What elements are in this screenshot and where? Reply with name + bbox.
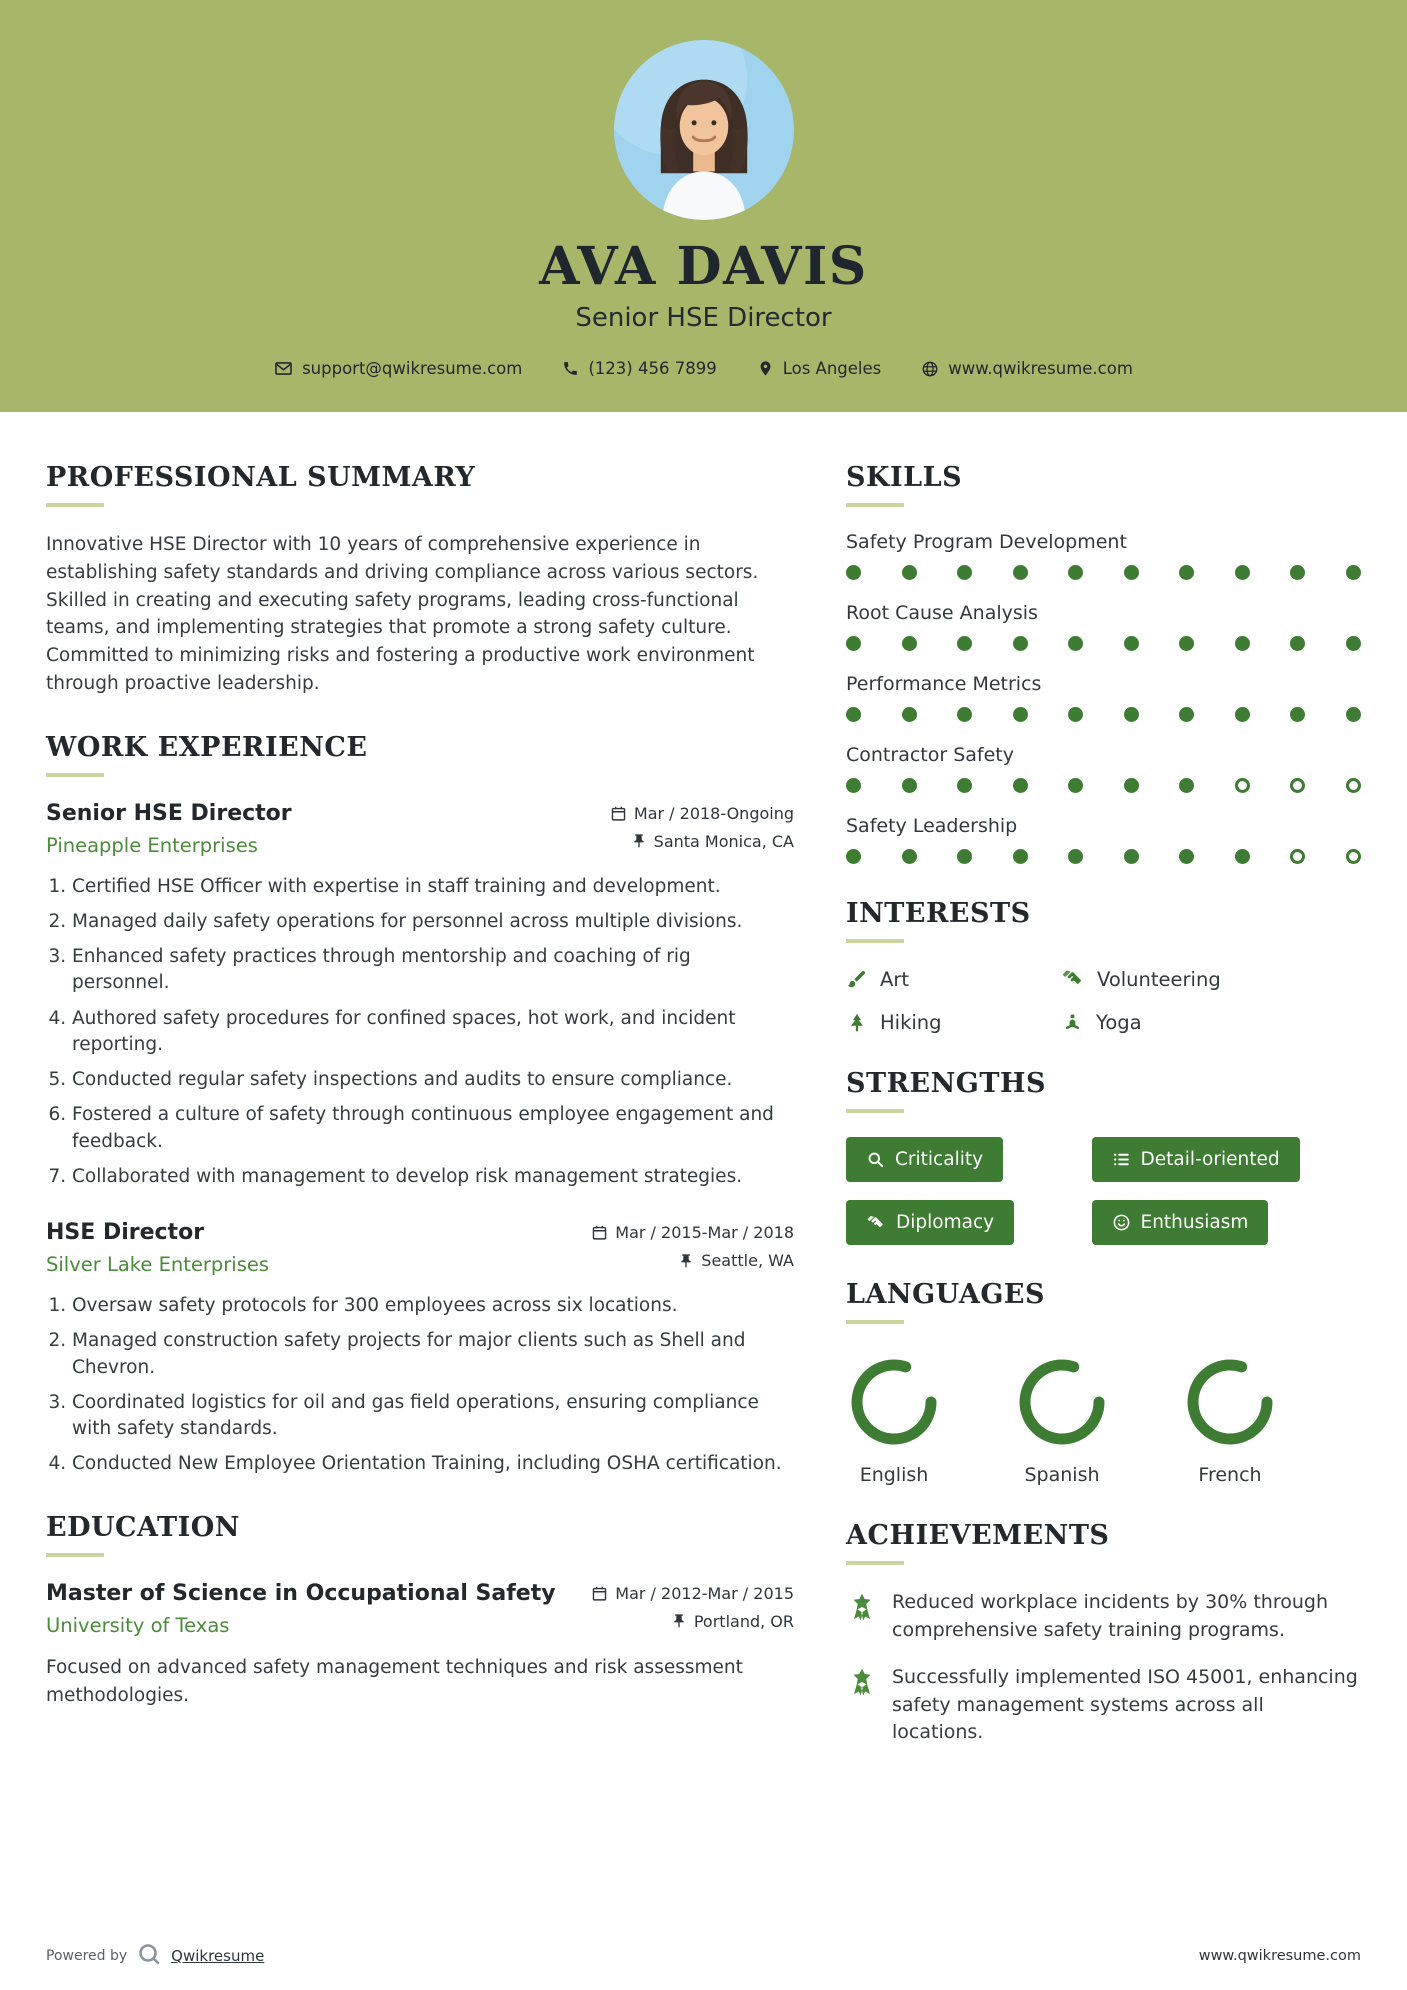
search-icon bbox=[866, 1150, 885, 1169]
education-location bbox=[591, 1612, 794, 1631]
job-date-text: Mar / 2015-Mar / 2018 bbox=[615, 1223, 794, 1243]
job-header bbox=[46, 801, 794, 860]
job-title: Senior HSE Director bbox=[46, 800, 292, 826]
paintbrush-icon bbox=[846, 968, 868, 990]
heading-rule bbox=[46, 773, 104, 777]
heading-rule bbox=[846, 939, 904, 943]
job-date bbox=[591, 1223, 794, 1242]
smiley-icon bbox=[1112, 1213, 1131, 1232]
skill-dot bbox=[957, 849, 972, 864]
skill-dot bbox=[1068, 636, 1083, 651]
skill-dot bbox=[1179, 636, 1194, 651]
skill-dot bbox=[957, 778, 972, 793]
skill-dot bbox=[1124, 565, 1139, 580]
content bbox=[0, 412, 1407, 1781]
skill-dot bbox=[957, 707, 972, 722]
person-job-title: Senior HSE Director bbox=[575, 303, 832, 333]
location-icon bbox=[757, 360, 774, 377]
skill-dot bbox=[1068, 707, 1083, 722]
skill-dot bbox=[1013, 636, 1028, 651]
skill-dot bbox=[1235, 778, 1250, 793]
skills-heading: SKILLS bbox=[846, 462, 963, 493]
interests-section bbox=[846, 898, 1361, 1034]
skill-dot bbox=[1124, 707, 1139, 722]
job-bullet: 4. Authored safety procedures for confined spaces, hot work, and incident reporting. bbox=[72, 1006, 794, 1059]
skill-dot bbox=[1013, 565, 1028, 580]
skill-dot bbox=[957, 636, 972, 651]
skill-rating bbox=[846, 707, 1361, 722]
job-title-block bbox=[46, 1220, 269, 1276]
education-description: Focused on advanced safety management techniques and risk assessment methodologies. bbox=[46, 1656, 743, 1706]
qwikresume-link[interactable]: Qwikresume bbox=[171, 1947, 265, 1965]
skill-item bbox=[846, 673, 1361, 722]
calendar-icon bbox=[610, 805, 627, 822]
calendar-icon bbox=[591, 1224, 608, 1241]
skill-name: Performance Metrics bbox=[846, 673, 1042, 695]
skill-item bbox=[846, 602, 1361, 651]
interest-label: Hiking bbox=[880, 1011, 942, 1034]
skill-dot bbox=[1013, 778, 1028, 793]
job-title-block bbox=[46, 801, 292, 857]
footer-website: www.qwikresume.com bbox=[1198, 1948, 1361, 1964]
language-label: English bbox=[859, 1464, 929, 1486]
skill-item bbox=[846, 744, 1361, 793]
skill-dot bbox=[1290, 636, 1305, 651]
pushpin-icon bbox=[678, 1253, 694, 1269]
tree-icon bbox=[846, 1012, 868, 1034]
skill-dot bbox=[1346, 565, 1361, 580]
summary-section bbox=[46, 462, 794, 698]
job-location-text: Seattle, WA bbox=[701, 1251, 794, 1271]
strength-badge-diplomacy bbox=[846, 1200, 1014, 1245]
list-icon bbox=[1112, 1150, 1131, 1169]
education-header bbox=[46, 1581, 794, 1640]
job-title: HSE Director bbox=[46, 1220, 205, 1246]
skills-section bbox=[846, 462, 1361, 864]
job-bullet: 2. Managed daily safety operations for personnel across multiple divisions. bbox=[72, 909, 794, 935]
phone-icon bbox=[562, 360, 579, 377]
languages-row bbox=[846, 1348, 1361, 1486]
calendar-icon bbox=[591, 1585, 608, 1602]
job-bullet: 1. Oversaw safety protocols for 300 employees across six locations. bbox=[72, 1293, 794, 1319]
language-item bbox=[846, 1354, 942, 1486]
strength-badge-detail-oriented bbox=[1092, 1137, 1300, 1182]
strength-label: Diplomacy bbox=[896, 1212, 995, 1233]
achievement-item bbox=[846, 1589, 1361, 1644]
interest-label: Yoga bbox=[1096, 1011, 1142, 1034]
heading-rule bbox=[846, 503, 904, 507]
education-title-block bbox=[46, 1581, 556, 1637]
education-school: University of Texas bbox=[46, 1613, 230, 1637]
achievement-text: Reduced workplace incidents by 30% through comprehensive safety training programs. bbox=[892, 1591, 1329, 1641]
job-bullet: 2. Managed construction safety projects for major clients such as Shell and Chevron. bbox=[72, 1328, 794, 1381]
heading-rule bbox=[846, 1109, 904, 1113]
skill-dot bbox=[902, 849, 917, 864]
header bbox=[0, 0, 1407, 412]
contact-phone[interactable] bbox=[562, 359, 716, 378]
strength-label: Enthusiasm bbox=[1140, 1212, 1249, 1233]
yoga-icon bbox=[1061, 1011, 1084, 1034]
job-bullet: 5. Conducted regular safety inspections and audits to ensure compliance. bbox=[72, 1067, 794, 1093]
pushpin-icon bbox=[671, 1613, 687, 1629]
strengths-grid bbox=[846, 1137, 1361, 1245]
contact-location bbox=[757, 359, 882, 378]
job-location-text: Santa Monica, CA bbox=[653, 831, 794, 851]
skill-dot bbox=[902, 707, 917, 722]
contact-website-text: www.qwikresume.com bbox=[948, 359, 1133, 378]
skill-dot bbox=[1235, 849, 1250, 864]
job-date bbox=[610, 804, 794, 823]
job-location bbox=[610, 832, 794, 851]
skill-dot bbox=[1290, 849, 1305, 864]
achievement-item bbox=[846, 1664, 1361, 1747]
skill-name: Safety Program Development bbox=[846, 531, 1127, 553]
achievement-text: Successfully implemented ISO 45001, enhancing safety management systems across all locations. bbox=[892, 1666, 1358, 1744]
interest-item bbox=[846, 1011, 1061, 1034]
strength-label: Detail-oriented bbox=[1140, 1149, 1280, 1170]
skill-name: Safety Leadership bbox=[846, 815, 1018, 837]
language-label: French bbox=[1198, 1464, 1262, 1486]
job-bullet-list bbox=[46, 1293, 794, 1478]
contact-phone-text: (123) 456 7899 bbox=[588, 359, 717, 378]
award-icon bbox=[846, 1591, 878, 1644]
powered-by-text: Powered by bbox=[46, 1948, 128, 1964]
skill-dot bbox=[846, 636, 861, 651]
job-date-text: Mar / 2018-Ongoing bbox=[633, 803, 794, 823]
skill-dot bbox=[1235, 565, 1250, 580]
profile-photo-illustration bbox=[614, 40, 794, 220]
qwikresume-logo bbox=[137, 1942, 161, 1970]
work-heading: WORK EXPERIENCE bbox=[46, 731, 368, 763]
skill-dot bbox=[1179, 565, 1194, 580]
contact-email[interactable] bbox=[274, 359, 522, 378]
heading-rule bbox=[46, 503, 104, 507]
contact-row bbox=[20, 359, 1387, 378]
job-bullet: 4. Conducted New Employee Orientation Training, including OSHA certification. bbox=[72, 1451, 794, 1477]
skill-dot bbox=[1290, 565, 1305, 580]
interests-heading: INTERESTS bbox=[846, 898, 1031, 929]
heading-rule bbox=[846, 1320, 904, 1324]
handshake-icon bbox=[866, 1213, 886, 1233]
achievements-heading: ACHIEVEMENTS bbox=[846, 1520, 1110, 1551]
globe-icon bbox=[921, 360, 939, 378]
education-date-text: Mar / 2012-Mar / 2015 bbox=[615, 1583, 794, 1603]
job-company: Silver Lake Enterprises bbox=[46, 1253, 270, 1277]
work-section bbox=[46, 732, 794, 1478]
skill-dot bbox=[1179, 778, 1194, 793]
language-gauge bbox=[1182, 1354, 1278, 1450]
interest-item bbox=[846, 967, 1061, 991]
skill-rating bbox=[846, 778, 1361, 793]
job-bullet: 3. Enhanced safety practices through mentorship and coaching of rig personnel. bbox=[72, 944, 794, 997]
summary-heading: PROFESSIONAL SUMMARY bbox=[46, 462, 476, 493]
skill-rating bbox=[846, 636, 1361, 651]
interest-label: Art bbox=[880, 967, 910, 991]
handshake-icon bbox=[1061, 967, 1085, 991]
skill-dot bbox=[846, 778, 861, 793]
interests-grid bbox=[846, 967, 1361, 1034]
skill-dot bbox=[1124, 849, 1139, 864]
interest-item bbox=[1061, 967, 1221, 991]
education-section bbox=[46, 1512, 794, 1710]
skill-dot bbox=[902, 778, 917, 793]
skill-dot bbox=[1346, 849, 1361, 864]
education-heading: EDUCATION bbox=[46, 1511, 240, 1543]
skill-dot bbox=[846, 849, 861, 864]
language-label: Spanish bbox=[1024, 1464, 1100, 1486]
languages-section bbox=[846, 1279, 1361, 1486]
job-meta bbox=[610, 801, 794, 860]
contact-location-text: Los Angeles bbox=[782, 359, 882, 378]
job-meta bbox=[591, 1220, 794, 1279]
left-column bbox=[46, 462, 794, 1781]
achievements-section bbox=[846, 1520, 1361, 1747]
skill-dot bbox=[1068, 565, 1083, 580]
skill-dot bbox=[902, 636, 917, 651]
skill-dot bbox=[1290, 707, 1305, 722]
interest-label: Volunteering bbox=[1097, 967, 1221, 991]
contact-email-text: support@qwikresume.com bbox=[302, 359, 523, 378]
language-item bbox=[1182, 1354, 1278, 1486]
strengths-heading: STRENGTHS bbox=[846, 1068, 1046, 1099]
job-bullet: 7. Collaborated with management to develop risk management strategies. bbox=[72, 1164, 794, 1190]
heading-rule bbox=[46, 1553, 104, 1557]
skill-dot bbox=[1124, 778, 1139, 793]
skill-dot bbox=[1068, 849, 1083, 864]
skill-dot bbox=[1068, 778, 1083, 793]
pushpin-icon bbox=[631, 833, 647, 849]
skill-dot bbox=[1179, 707, 1194, 722]
interest-item bbox=[1061, 1011, 1221, 1034]
languages-heading: LANGUAGES bbox=[846, 1279, 1045, 1310]
education-date bbox=[591, 1584, 794, 1603]
language-gauge bbox=[846, 1354, 942, 1450]
education-location-text: Portland, OR bbox=[693, 1611, 794, 1631]
skill-item bbox=[846, 815, 1361, 864]
skill-dot bbox=[1179, 849, 1194, 864]
job-bullet: 1. Certified HSE Officer with expertise in staff training and development. bbox=[72, 874, 794, 900]
skill-item bbox=[846, 531, 1361, 580]
summary-text: Innovative HSE Director with 10 years of comprehensive experience in establishing safety standards and driving compliance across various sectors. Skilled in creating and executing safety programs, leading cross-functional teams, and implementing strategies that promote a strong safety culture. Committed to minimizing risks and fostering a productive work environment through proactive leadership. bbox=[46, 534, 759, 694]
skill-dot bbox=[902, 565, 917, 580]
job-header bbox=[46, 1220, 794, 1279]
skill-dot bbox=[1290, 778, 1305, 793]
job-entry bbox=[46, 801, 794, 1191]
skill-rating bbox=[846, 565, 1361, 580]
contact-website[interactable] bbox=[921, 359, 1133, 378]
job-bullet-list bbox=[46, 874, 794, 1191]
strength-label: Criticality bbox=[895, 1149, 984, 1170]
skill-dot bbox=[1013, 707, 1028, 722]
person-name: AVA DAVIS bbox=[539, 236, 868, 297]
skill-dot bbox=[1346, 707, 1361, 722]
skill-name: Root Cause Analysis bbox=[846, 602, 1038, 624]
education-degree: Master of Science in Occupational Safety bbox=[46, 1580, 556, 1606]
education-meta bbox=[591, 1581, 794, 1640]
job-bullet: 6. Fostered a culture of safety through continuous employee engagement and feedback. bbox=[72, 1102, 794, 1155]
strength-badge-enthusiasm bbox=[1092, 1200, 1269, 1245]
language-item bbox=[1014, 1354, 1110, 1486]
skill-dot bbox=[1013, 849, 1028, 864]
skill-dot bbox=[846, 707, 861, 722]
job-bullet: 3. Coordinated logistics for oil and gas field operations, ensuring compliance with safety standards. bbox=[72, 1390, 794, 1443]
right-column bbox=[846, 462, 1361, 1781]
skill-dot bbox=[1346, 636, 1361, 651]
skill-dot bbox=[1235, 636, 1250, 651]
skill-dot bbox=[846, 565, 861, 580]
job-entry bbox=[46, 1220, 794, 1478]
footer bbox=[46, 1942, 1361, 1970]
skill-dot bbox=[957, 565, 972, 580]
skill-dot bbox=[1124, 636, 1139, 651]
education-entry bbox=[46, 1581, 794, 1710]
strengths-section bbox=[846, 1068, 1361, 1245]
skill-rating bbox=[846, 849, 1361, 864]
email-icon bbox=[274, 359, 293, 378]
skill-name: Contractor Safety bbox=[846, 744, 1014, 766]
skill-dot bbox=[1235, 707, 1250, 722]
language-gauge bbox=[1014, 1354, 1110, 1450]
skill-dot bbox=[1346, 778, 1361, 793]
profile-photo bbox=[614, 40, 794, 220]
powered-by bbox=[46, 1942, 264, 1970]
job-location bbox=[591, 1251, 794, 1270]
award-icon bbox=[846, 1666, 878, 1747]
job-company: Pineapple Enterprises bbox=[46, 833, 258, 857]
strength-badge-criticality bbox=[846, 1137, 1003, 1182]
heading-rule bbox=[846, 1561, 904, 1565]
